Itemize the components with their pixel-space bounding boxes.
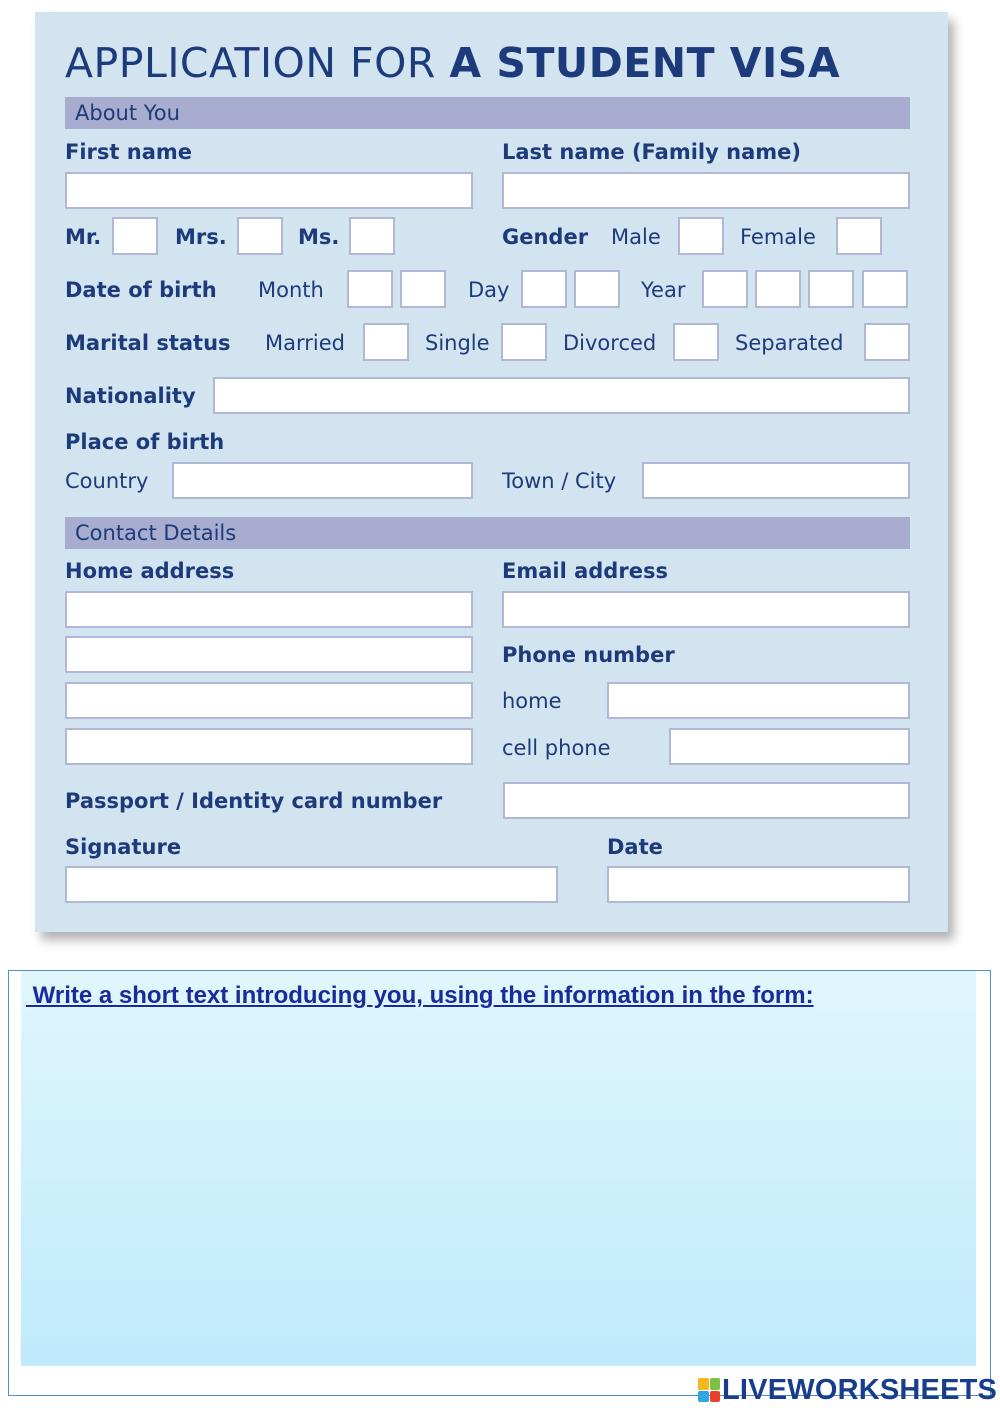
mr-checkbox[interactable] [112, 217, 158, 255]
divorced-label: Divorced [563, 331, 657, 355]
month-digit-2-box[interactable] [400, 270, 446, 308]
liveworksheets-logo-icon [698, 1378, 720, 1402]
contact-details-section-header [65, 517, 910, 549]
first-name-field[interactable] [65, 172, 473, 209]
logo-square-2 [710, 1378, 721, 1390]
married-label: Married [265, 331, 345, 355]
passport-id-field[interactable] [503, 782, 910, 819]
gender-label: Gender [502, 225, 589, 249]
nationality-label: Nationality [65, 384, 196, 408]
liveworksheets-logo-text: LIVEWORKSHEETS [722, 1373, 998, 1406]
writing-task-box [8, 970, 991, 1396]
last-name-field[interactable] [502, 172, 910, 209]
country-label: Country [65, 469, 149, 493]
email-address-field[interactable] [502, 591, 910, 628]
about-you-section-label: About You [75, 101, 180, 125]
ms-checkbox[interactable] [349, 217, 395, 255]
form-title [65, 39, 840, 87]
male-label: Male [611, 225, 661, 249]
year-digit-3-box[interactable] [808, 270, 854, 308]
email-address-label: Email address [502, 559, 668, 583]
separated-label: Separated [735, 331, 844, 355]
form-title-light: APPLICATION FOR [65, 39, 436, 87]
date-of-birth-label: Date of birth [65, 278, 217, 302]
about-you-section-header [65, 97, 910, 129]
signature-label: Signature [65, 835, 182, 859]
home-address-line-2-field[interactable] [65, 636, 473, 673]
mrs-checkbox[interactable] [237, 217, 283, 255]
home-address-line-1-field[interactable] [65, 591, 473, 628]
writing-answer-area[interactable] [21, 971, 976, 1366]
home-address-label: Home address [65, 559, 235, 583]
single-label: Single [425, 331, 490, 355]
year-digit-1-box[interactable] [702, 270, 748, 308]
logo-square-1 [698, 1378, 709, 1390]
day-label: Day [468, 278, 510, 302]
country-field[interactable] [172, 462, 473, 499]
last-name-label: Last name (Family name) [502, 140, 801, 164]
day-digit-2-box[interactable] [574, 270, 620, 308]
home-phone-label: home [502, 689, 562, 713]
signature-field[interactable] [65, 866, 558, 903]
single-checkbox[interactable] [501, 323, 547, 361]
ms-label: Ms. [298, 225, 340, 249]
married-checkbox[interactable] [363, 323, 409, 361]
contact-details-section-label: Contact Details [75, 521, 237, 545]
home-address-line-3-field[interactable] [65, 682, 473, 719]
logo-square-3 [698, 1391, 709, 1403]
year-label: Year [641, 278, 686, 302]
mr-label: Mr. [65, 225, 102, 249]
separated-checkbox[interactable] [864, 323, 910, 361]
liveworksheets-logo [698, 1374, 997, 1406]
writing-task-prompt: Write a short text introducing you, using the information in the form: [26, 982, 814, 1009]
date-label: Date [607, 835, 663, 859]
passport-id-label: Passport / Identity card number [65, 789, 443, 813]
marital-status-label: Marital status [65, 331, 231, 355]
cell-phone-label: cell phone [502, 736, 611, 760]
town-city-label: Town / City [502, 469, 617, 493]
month-label: Month [258, 278, 324, 302]
year-digit-2-box[interactable] [755, 270, 801, 308]
place-of-birth-label: Place of birth [65, 430, 225, 454]
logo-square-4 [710, 1391, 721, 1403]
home-phone-field[interactable] [607, 682, 910, 719]
date-field[interactable] [607, 866, 910, 903]
cell-phone-field[interactable] [669, 728, 910, 765]
year-digit-4-box[interactable] [862, 270, 908, 308]
home-address-line-4-field[interactable] [65, 728, 473, 765]
day-digit-1-box[interactable] [521, 270, 567, 308]
first-name-label: First name [65, 140, 192, 164]
month-digit-1-box[interactable] [347, 270, 393, 308]
female-label: Female [740, 225, 816, 249]
form-title-bold: A STUDENT VISA [449, 39, 841, 87]
mrs-label: Mrs. [175, 225, 227, 249]
town-city-field[interactable] [642, 462, 910, 499]
nationality-field[interactable] [213, 377, 910, 414]
female-checkbox[interactable] [836, 217, 882, 255]
divorced-checkbox[interactable] [673, 323, 719, 361]
visa-application-form [35, 12, 948, 932]
male-checkbox[interactable] [678, 217, 724, 255]
phone-number-label: Phone number [502, 643, 675, 667]
